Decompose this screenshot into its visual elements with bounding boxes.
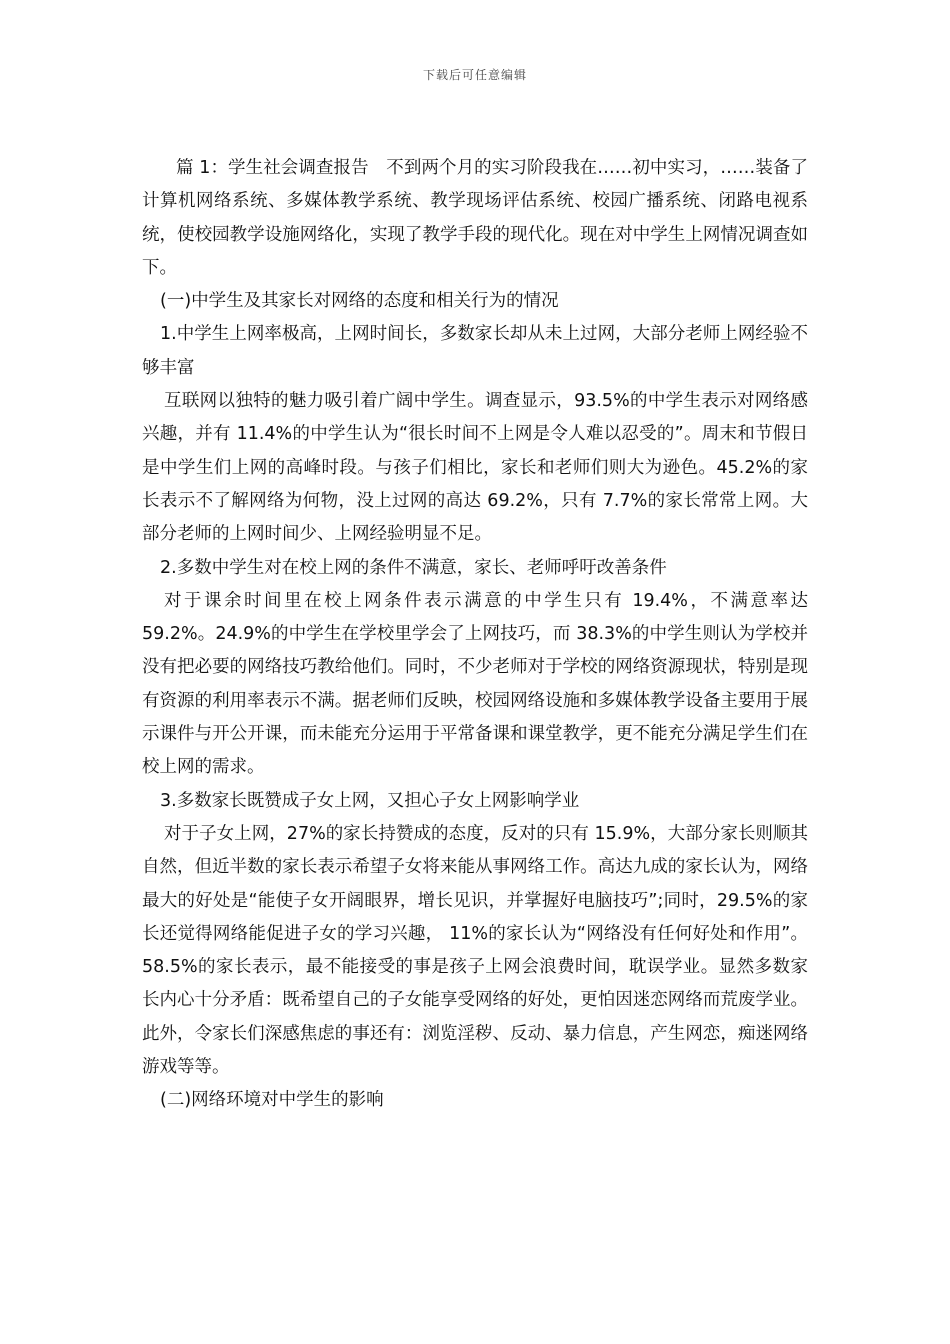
body-paragraph-3: 对于子女上网，27%的家长持赞成的态度，反对的只有 15.9%，大部分家长则顺其自然，但近半数的家长表示希望子女将来能从事网络工作。高达九成的家长认为，网络最大的好处是“能使子女开阔眼界，增长见识，并掌握好电脑技巧”;同时，29.5%的家长还觉得网络能促进子女的学习兴趣， 11%的家长认为“网络没有任何好处和作用”。58.5%的家长表示，最不能接受的事是孩子上网会浪费时间，耽误学业。显然多数家长内心十分矛盾：既希望自己的子女能享受网络的好处，更怕因迷恋网络而荒废学业。此外，令家长们深感焦虑的事还有：浏览淫秽、反动、暴力信息，产生网恋，痴迷网络游戏等等。 — [142, 823, 808, 1078]
subsection-heading-2: 2.多数中学生对在校上网的条件不满意，家长、老师呼吁改善条件 — [160, 557, 667, 578]
subsection-heading-1: 1.中学生上网率极高，上网时间长，多数家长却从未上过网，大部分老师上网经验不够丰富 — [142, 324, 808, 378]
subsection-heading-3: 3.多数家长既赞成子女上网，又担心子女上网影响学业 — [160, 790, 580, 811]
body-paragraph-1: 互联网以独特的魅力吸引着广阔中学生。调查显示，93.5%的中学生表示对网络感兴趣，并有 11.4%的中学生认为“很长时间不上网是令人难以忍受的”。周末和节假日是中学生们上网的高峰时段。与孩子们相比，家长和老师们则大为逊色。45.2%的家长表示不了解网络为何物，没上过网的高达 69.2%，只有 7.7%的家长常常上网。大部分老师的上网时间少、上网经验明显不足。 — [142, 391, 808, 545]
body-paragraph-2: 对于课余时间里在校上网条件表示满意的中学生只有 19.4%，不满意率达 59.2%。24.9%的中学生在学校里学会了上网技巧，而 38.3%的中学生则认为学校并没有把必要的网络技巧教给他们。同时，不少老师对于学校的网络资源现状，特别是现有资源的利用率表示不满。据老师们反映，校园网络设施和多媒体教学设备主要用于展示课件与开公开课，而未能充分运用于平常备课和课堂教学，更不能充分满足学生们在校上网的需求。 — [142, 590, 808, 778]
document-body — [142, 152, 808, 1118]
section-heading-1: (一)中学生及其家长对网络的态度和相关行为的情况 — [160, 291, 559, 312]
intro-paragraph: 篇 1：学生社会调查报告 不到两个月的实习阶段我在……初中实习，……装备了计算机网络系统、多媒体教学系统、教学现场评估系统、校园广播系统、闭路电视系统，使校园教学设施网络化，实现了教学手段的现代化。现在对中学生上网情况调查如下。 — [142, 158, 808, 278]
header-note: 下载后可任意编辑 — [422, 68, 527, 82]
section-heading-2: (二)网络环境对中学生的影响 — [160, 1090, 384, 1111]
